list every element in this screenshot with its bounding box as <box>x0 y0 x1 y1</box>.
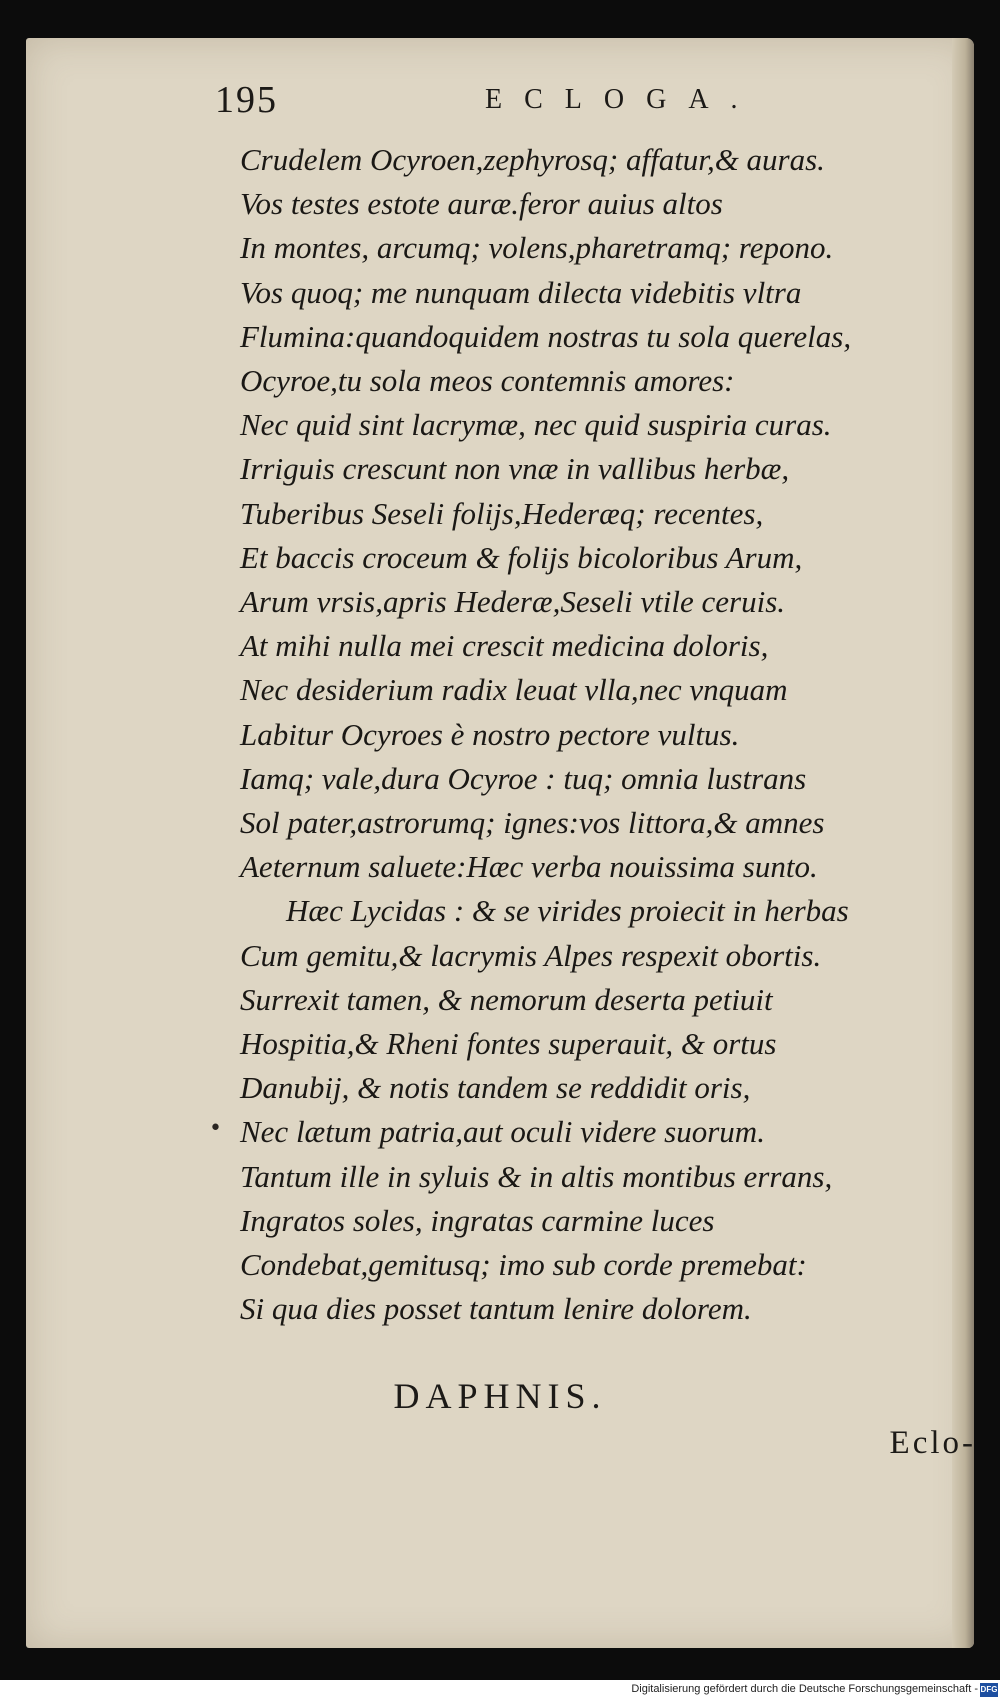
verse-line: Vos testes estote auræ.feror auius altos <box>240 186 723 222</box>
verse-line: Hospitia,& Rheni fontes superauit, & ortus <box>240 1026 777 1062</box>
verse-line: Nec quid sint lacrymæ, nec quid suspiria curas. <box>240 407 832 443</box>
verse-line: Aeternum saluete:Hæc verba nouissima sunto. <box>240 849 818 885</box>
verse-line: Irriguis crescunt non vnæ in vallibus herbæ, <box>240 451 790 487</box>
verse-line: Crudelem Ocyroen,zephyrosq; affatur,& auras. <box>240 142 825 177</box>
margin-mark-icon: • <box>209 1116 222 1141</box>
verse-line: Iamq; vale,dura Ocyroe : tuq; omnia lustrans <box>240 760 807 796</box>
verse-line: Nec lætum patria,aut oculi videre suorum. <box>240 1114 765 1150</box>
verse-line: Surrexit tamen, & nemorum deserta petiuit <box>240 981 773 1017</box>
dfg-logo-icon: DFG <box>980 1683 998 1697</box>
verse-line: Hæc Lycidas : & se virides proiecit in herbas <box>286 893 849 929</box>
running-head: ECLOGA. <box>485 84 760 115</box>
verse-line: Si qua dies posset tantum lenire dolorem. <box>240 1291 752 1327</box>
verse-line: Ingratos soles, ingratas carmine luces <box>240 1202 715 1238</box>
verse-line: Labitur Ocyroes è nostro pectore vultus. <box>240 716 740 752</box>
verse-line: In montes, arcumq; volens,pharetramq; repono. <box>240 230 834 266</box>
funding-credit: Digitalisierung gefördert durch die Deutsche Forschungsgemeinschaft - <box>631 1683 978 1695</box>
verse-line: Danubij, & notis tandem se reddidit oris, <box>240 1070 751 1106</box>
verse-line: Ocyroe,tu sola meos contemnis amores: <box>240 363 735 399</box>
page-number: 195 <box>215 79 278 121</box>
verse-text <box>240 138 975 1331</box>
verse-line: Flumina:quandoquidem nostras tu sola querelas, <box>240 318 852 354</box>
verse-line: Nec desiderium radix leuat vlla,nec vnquam <box>240 672 788 708</box>
verse-line: Tantum ille in syluis & in altis montibus errans, <box>240 1158 833 1194</box>
verse-line: Arum vrsis,apris Hederæ,Seseli vtile ceruis. <box>240 584 786 620</box>
verse-line: Sol pater,astrorumq; ignes:vos littora,& amnes <box>240 805 825 841</box>
verse-line: Condebat,gemitusq; imo sub corde premebat: <box>240 1247 807 1283</box>
verse-line: At mihi nulla mei crescit medicina doloris, <box>240 628 769 664</box>
page-header <box>215 78 935 128</box>
catchword: Eclo- <box>889 1425 976 1461</box>
verse-line: Et baccis croceum & folijs bicoloribus Arum, <box>240 539 803 575</box>
section-title: DAPHNIS. <box>393 1376 607 1416</box>
verse-line: Vos quoq; me nunquam dilecta videbitis vltra <box>240 274 802 310</box>
verse-line: Tuberibus Seseli folijs,Hederæq; recentes, <box>240 495 764 531</box>
verse-line: Cum gemitu,& lacrymis Alpes respexit obortis. <box>240 937 822 973</box>
